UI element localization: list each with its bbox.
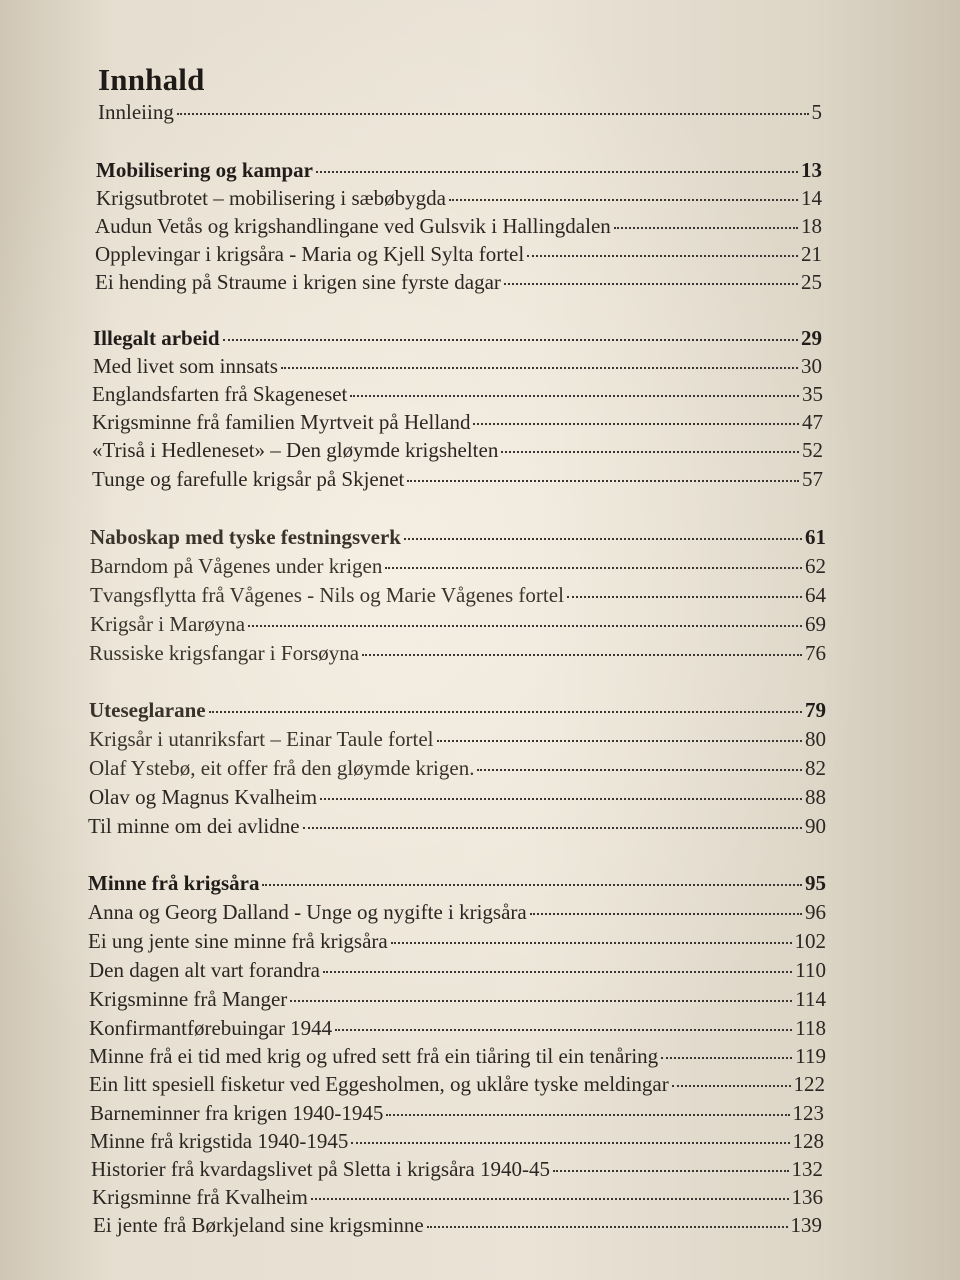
toc-entry [93,1213,822,1238]
toc-page-number: 25 [801,270,822,294]
toc-page-number: 14 [801,186,822,210]
dot-leader [407,480,799,482]
toc-entry [95,214,822,239]
dot-leader [391,942,792,944]
toc-entry [98,100,822,125]
dot-leader [473,423,799,425]
toc-entry-title: Krigsminne frå Kvalheim [92,1185,308,1209]
toc-page-number: 76 [805,641,826,665]
toc-entry [92,410,823,435]
toc-entry-title: Til minne om dei avlidne [88,814,300,838]
toc-entry-title: Historier frå kvardagslivet på Sletta i krigsåra 1940-45 [91,1157,550,1181]
toc-page-number: 30 [801,354,822,378]
dot-leader [672,1085,791,1087]
dot-leader [386,1114,789,1116]
toc-entry [92,467,823,492]
dot-leader [316,171,798,173]
toc-entry [96,186,822,211]
dot-leader [614,227,798,229]
toc-entry-title: Barneminner fra krigen 1940-1945 [90,1101,384,1125]
toc-page-number: 61 [805,525,826,549]
dot-leader [661,1057,792,1059]
toc-entry-title: Ei jente frå Børkjeland sine krigsminne [93,1213,424,1237]
toc-entry [95,270,822,295]
toc-entry [92,1185,823,1210]
toc-page-number: 79 [805,698,826,722]
toc-page-number: 136 [791,1185,823,1209]
toc-section-heading [88,871,826,896]
toc-section-heading [89,698,826,723]
toc-entry [88,814,826,839]
toc-section-heading [93,326,822,351]
toc-page-number: 139 [790,1213,822,1237]
toc-entry-title: Krigsminne frå Manger [89,987,288,1011]
toc-entry [88,900,826,925]
dot-leader [209,711,802,713]
toc-entry-title: Opplevingar i krigsåra - Maria og Kjell Sylta fortel [95,242,525,266]
dot-leader [303,827,802,829]
toc-page-number: 47 [802,410,823,434]
dot-leader [553,1170,789,1172]
toc-page-number: 57 [802,467,823,491]
toc-entry [89,727,826,752]
toc-section-heading [90,525,826,550]
toc-entry [90,583,826,608]
toc-entry-title: Krigsutbrotet – mobilisering i sæbøbygda [96,186,446,210]
toc-entry-title: Minne frå krigstida 1940-1945 [90,1129,349,1153]
toc-entry-title: «Triså i Hedleneset» – Den gløymde krigshelten [92,438,499,462]
page-title: Innhald [98,62,205,97]
toc-page-number: 69 [805,612,826,636]
dot-leader [320,798,802,800]
dot-leader [530,913,802,915]
toc-entry-title: Minne frå ei tid med krig og ufred sett frå ein tiåring til ein tenåring [89,1044,659,1068]
toc-entry-title: Anna og Georg Dalland - Unge og nygifte i krigsåra [88,900,527,924]
toc-entry [91,1157,823,1182]
dot-leader [262,884,802,886]
toc-page-number: 29 [801,326,822,350]
toc-page-number: 102 [794,929,826,953]
dot-leader [404,538,802,540]
dot-leader [477,769,802,771]
dot-leader [223,339,798,341]
toc-entry [89,785,826,810]
toc-entry-title: Ei hending på Straume i krigen sine fyrste dagar [95,270,501,294]
toc-entry-title: Krigsminne frå familien Myrtveit på Helland [92,410,471,434]
dot-leader [177,113,809,115]
toc-entry [88,929,826,954]
dot-leader [504,283,798,285]
dot-leader [437,740,802,742]
dot-leader [311,1198,789,1200]
toc-entry [90,554,826,579]
toc-entry-title: Barndom på Vågenes under krigen [90,554,383,578]
toc-entry [89,641,826,666]
dot-leader [351,1142,789,1144]
toc-page-number: 5 [811,100,822,124]
toc-page-number: 13 [801,158,822,182]
dot-leader [350,395,799,397]
toc-entry-title: Russiske krigsfangar i Forsøyna [89,641,360,665]
toc-entry [95,242,822,267]
toc-entry [92,382,823,407]
toc-entry-title: Krigsår i Marøyna [90,612,246,636]
toc-entry-title: Tvangsflytta frå Vågenes - Nils og Marie Vågenes fortel [90,583,564,607]
toc-entry-title: Den dagen alt vart forandra [89,958,320,982]
toc-entry-title: Med livet som innsats [93,354,278,378]
toc-entry-title: Ei ung jente sine minne frå krigsåra [88,929,388,953]
dot-leader [323,971,792,973]
dot-leader [248,625,802,627]
toc-page-number: 80 [805,727,826,751]
toc-entry-title: Ein litt spesiell fisketur ved Eggesholmen, og uklåre tyske meldingar [89,1072,669,1096]
dot-leader [281,367,798,369]
toc-entry [92,438,823,463]
toc-entry-title: Minne frå krigsåra [88,871,260,895]
toc-entry [89,1016,826,1041]
dot-leader [567,596,802,598]
toc-entry [89,958,826,983]
dot-leader [449,199,798,201]
toc-page-number: 96 [805,900,826,924]
toc-page-number: 132 [791,1157,823,1181]
dot-leader [527,255,798,257]
toc-entry-title: Konfirmantførebuingar 1944 [89,1016,333,1040]
toc-entry [93,354,822,379]
toc-entry [89,1072,825,1097]
toc-page-number: 123 [792,1101,824,1125]
toc-entry [90,1101,824,1126]
toc-entry [90,612,826,637]
toc-page-number: 21 [801,242,822,266]
toc-page-number: 82 [805,756,826,780]
toc-page-number: 90 [805,814,826,838]
toc-entry-title: Innleiing [98,100,174,124]
toc-page-number: 18 [801,214,822,238]
dot-leader [501,451,799,453]
dot-leader [362,654,802,656]
toc-page-number: 119 [795,1044,826,1068]
toc-page-number: 64 [805,583,826,607]
dot-leader [290,1000,792,1002]
toc-entry-title: Olav og Magnus Kvalheim [89,785,318,809]
dot-leader [335,1029,792,1031]
toc-entry-title: Naboskap med tyske festningsverk [90,525,401,549]
toc-entry [89,756,826,781]
toc-page-number: 114 [795,987,826,1011]
toc-entry-title: Krigsår i utanriksfart – Einar Taule fortel [89,727,434,751]
toc-page-number: 62 [805,554,826,578]
toc-page-number: 110 [795,958,826,982]
dot-leader [385,567,802,569]
toc-entry-title: Audun Vetås og krigshandlingane ved Gulsvik i Hallingdalen [95,214,611,238]
dot-leader [427,1226,788,1228]
toc-entry-title: Tunge og farefulle krigsår på Skjenet [92,467,405,491]
toc-page-number: 122 [793,1072,825,1096]
toc-page-number: 128 [792,1129,824,1153]
toc-entry [90,1129,824,1154]
toc-entry [89,1044,826,1069]
toc-page-number: 118 [795,1016,826,1040]
toc-entry-title: Englandsfarten frå Skageneset [92,382,348,406]
toc-entry-title: Mobilisering og kampar [96,158,314,182]
toc-page-number: 88 [805,785,826,809]
toc-entry-title: Illegalt arbeid [93,326,220,350]
toc-entry-title: Olaf Ystebø, eit offer frå den gløymde krigen. [89,756,475,780]
toc-section-heading [96,158,822,183]
toc-entry-title: Uteseglarane [89,698,206,722]
toc-entry [89,987,826,1012]
toc-page-number: 52 [802,438,823,462]
toc-page-number: 95 [805,871,826,895]
toc-page-number: 35 [802,382,823,406]
